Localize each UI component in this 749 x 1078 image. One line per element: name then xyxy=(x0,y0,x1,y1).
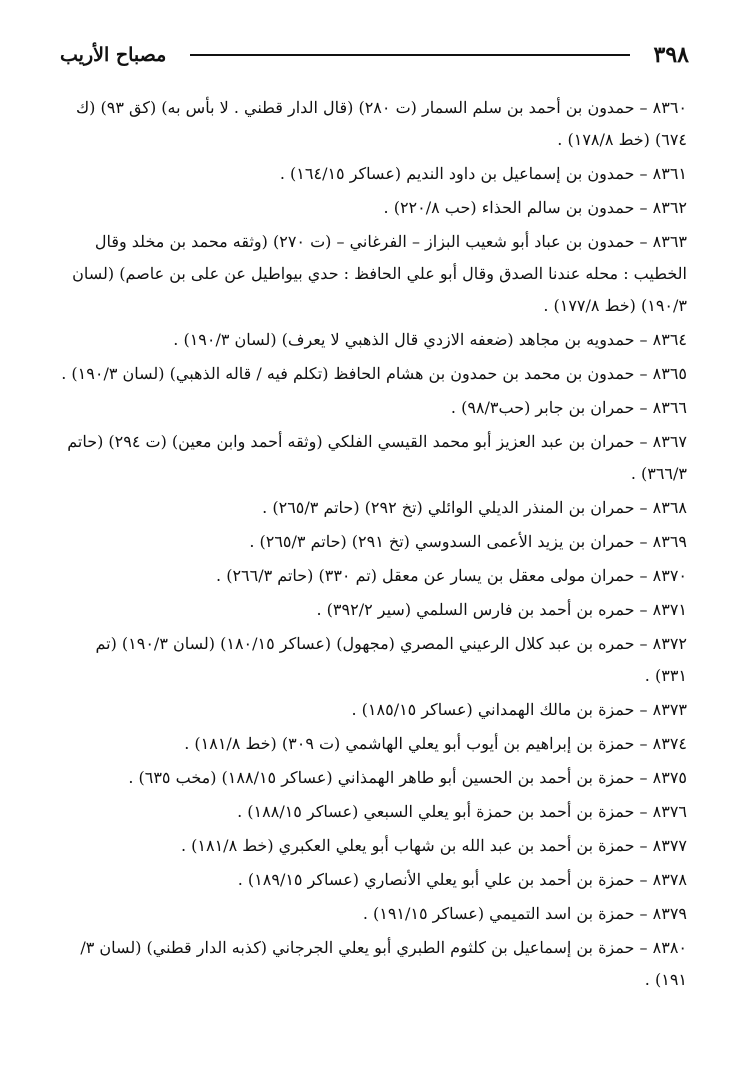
entry-8363: ٨٣٦٣ – حمدون بن عباد أبو شعيب البزاز – الفرغاني – (ت ٢٧٠) (وثقه محمد بن مخلد وقال الخطيب : محله عندنا الصدق وقال أبو علي الحافظ : حدي بيواطيل عن على بن عاصم) (لسان ١٩٠/٣) (خط ١٧٧/٨) . xyxy=(72,232,687,315)
entry-8372: ٨٣٧٢ – حمره بن عبد كلال الرعيني المصري (مجهول) (عساكر ١٨٠/١٥) (لسان ١٩٠/٣) (تم ٣٣١) . xyxy=(95,634,687,685)
entry-8376: ٨٣٧٦ – حمزة بن أحمد بن حمزة أبو يعلي السبعي (عساكر ١٨٨/١٥) . xyxy=(237,802,687,821)
entry-8367: ٨٣٦٧ – حمران بن عبد العزيز أبو محمد القيسي الفلكي (وثقه أحمد وابن معين) (ت ٢٩٤) (حاتم ٣٦٦/٣) . xyxy=(67,432,687,483)
page-number: ٣٩٨ xyxy=(653,42,689,68)
entry-8380: ٨٣٨٠ – حمزة بن إسماعيل بن كلثوم الطبري أبو يعلي الجرجاني (كذبه الدار قطني) (لسان ٣/ ١٩١) . xyxy=(80,938,687,989)
entry-8370: ٨٣٧٠ – حمران مولى معقل بن يسار عن معقل (تم ٣٣٠) (حاتم ٢٦٦/٣) . xyxy=(216,566,687,585)
entry-list xyxy=(60,92,687,998)
entry-8371: ٨٣٧١ – حمره بن أحمد بن فارس السلمي (سير ٣٩٢/٢) . xyxy=(316,600,687,619)
entry-8368: ٨٣٦٨ – حمران بن المنذر الديلي الوائلي (تخ ٢٩٢) (حاتم ٢٦٥/٣) . xyxy=(262,498,687,517)
entry-8366: ٨٣٦٦ – حمران بن جابر (حب٩٨/٣) . xyxy=(450,398,687,417)
running-title: مصباح الأريب xyxy=(60,44,167,66)
entry-8364: ٨٣٦٤ – حمدويه بن مجاهد (ضعفه الازدي قال الذهبي لا يعرف) (لسان ١٩٠/٣) . xyxy=(173,330,687,349)
entry-8361: ٨٣٦١ – حمدون بن إسماعيل بن داود النديم (عساكر ١٦٤/١٥) . xyxy=(279,164,687,183)
entry-8378: ٨٣٧٨ – حمزة بن أحمد بن علي أبو يعلي الأنصاري (عساكر ١٨٩/١٥) . xyxy=(237,870,687,889)
entry-8365: ٨٣٦٥ – حمدون بن محمد بن حمدون بن هشام الحافظ (تكلم فيه / قاله الذهبي) (لسان ١٩٠/٣) . xyxy=(61,364,687,383)
entry-8379: ٨٣٧٩ – حمزة بن اسد التميمي (عساكر ١٩١/١٥) . xyxy=(362,904,687,923)
entry-8362: ٨٣٦٢ – حمدون بن سالم الحذاء (حب ٢٢٠/٨) . xyxy=(383,198,687,217)
entry-8377: ٨٣٧٧ – حمزة بن أحمد بن عبد الله بن شهاب أبو يعلي العكبري (خط ١٨١/٨) . xyxy=(180,836,687,855)
header-rule xyxy=(190,54,629,56)
entry-8375: ٨٣٧٥ – حمزة بن أحمد بن الحسين أبو طاهر الهمذاني (عساكر ١٨٨/١٥) (مخب ٦٣٥) . xyxy=(128,768,687,787)
entry-8360: ٨٣٦٠ – حمدون بن أحمد بن سلم السمار (ت ٢٨٠) (قال الدار قطني . لا بأس به) (كق ٩٣) (ك ٦٧٤) (خط ١٧٨/٨) . xyxy=(75,98,687,149)
entry-8373: ٨٣٧٣ – حمزة بن مالك الهمداني (عساكر ١٨٥/١٥) . xyxy=(351,700,687,719)
page-header xyxy=(60,38,689,72)
entry-8369: ٨٣٦٩ – حمران بن يزيد الأعمى السدوسي (تخ ٢٩١) (حاتم ٢٦٥/٣) . xyxy=(249,532,687,551)
entry-8374: ٨٣٧٤ – حمزة بن إبراهيم بن أيوب أبو يعلي الهاشمي (ت ٣٠٩) (خط ١٨١/٨) . xyxy=(184,734,687,753)
